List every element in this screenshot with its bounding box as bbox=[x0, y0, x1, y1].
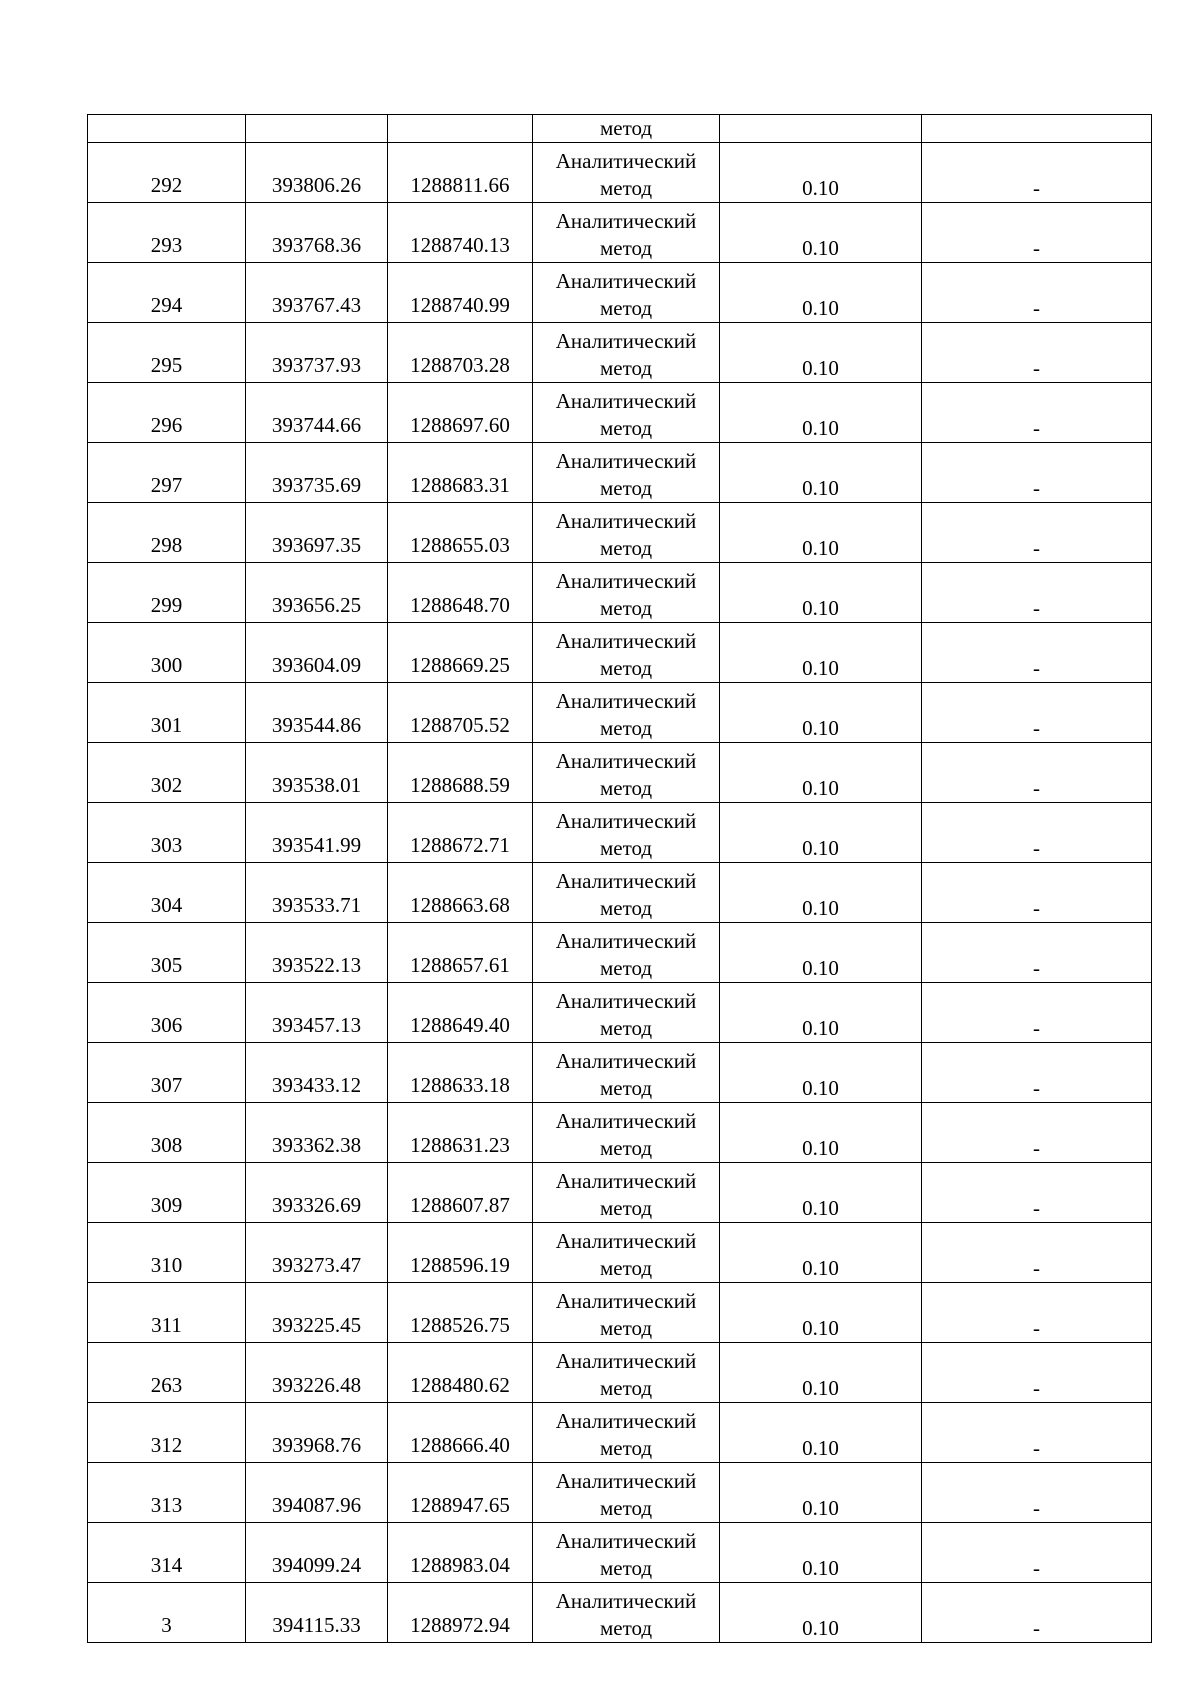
method-line-1: Аналитический bbox=[555, 989, 697, 1013]
empty-cell bbox=[246, 115, 388, 143]
dash-cell: - bbox=[922, 983, 1152, 1043]
precision-cell: 0.10 bbox=[720, 323, 922, 383]
table-row bbox=[88, 1163, 1152, 1223]
method-cell bbox=[533, 983, 720, 1043]
precision-cell: 0.10 bbox=[720, 1103, 922, 1163]
point-number-cell: 314 bbox=[88, 1523, 246, 1583]
precision-cell: 0.10 bbox=[720, 1163, 922, 1223]
x-coordinate-cell: 393433.12 bbox=[246, 1043, 388, 1103]
table-row bbox=[88, 263, 1152, 323]
point-number-cell: 296 bbox=[88, 383, 246, 443]
y-coordinate-cell: 1288631.23 bbox=[388, 1103, 533, 1163]
precision-cell: 0.10 bbox=[720, 1283, 922, 1343]
y-coordinate-cell: 1288633.18 bbox=[388, 1043, 533, 1103]
table-row bbox=[88, 443, 1152, 503]
method-line-1: Аналитический bbox=[555, 449, 697, 473]
method-line-2: метод bbox=[599, 356, 653, 380]
x-coordinate-cell: 393362.38 bbox=[246, 1103, 388, 1163]
table-row bbox=[88, 923, 1152, 983]
y-coordinate-cell: 1288655.03 bbox=[388, 503, 533, 563]
table-row bbox=[88, 1523, 1152, 1583]
method-line-2: метод bbox=[599, 1256, 653, 1280]
point-number-cell: 305 bbox=[88, 923, 246, 983]
method-cell bbox=[533, 1403, 720, 1463]
method-cell bbox=[533, 1103, 720, 1163]
method-cell bbox=[533, 1583, 720, 1643]
empty-cell bbox=[388, 115, 533, 143]
method-line-1: Аналитический bbox=[555, 1589, 697, 1613]
precision-cell: 0.10 bbox=[720, 203, 922, 263]
method-cell bbox=[533, 563, 720, 623]
point-number-cell: 292 bbox=[88, 143, 246, 203]
table-row bbox=[88, 1103, 1152, 1163]
method-cell bbox=[533, 623, 720, 683]
x-coordinate-cell: 393538.01 bbox=[246, 743, 388, 803]
y-coordinate-cell: 1288663.68 bbox=[388, 863, 533, 923]
method-line-2: метод bbox=[599, 176, 653, 200]
method-line-1: Аналитический bbox=[555, 809, 697, 833]
y-coordinate-cell: 1288697.60 bbox=[388, 383, 533, 443]
dash-cell: - bbox=[922, 1583, 1152, 1643]
method-cell bbox=[533, 1283, 720, 1343]
point-number-cell: 303 bbox=[88, 803, 246, 863]
x-coordinate-cell: 393735.69 bbox=[246, 443, 388, 503]
precision-cell: 0.10 bbox=[720, 1343, 922, 1403]
method-cell bbox=[533, 743, 720, 803]
y-coordinate-cell: 1288983.04 bbox=[388, 1523, 533, 1583]
method-cell bbox=[533, 863, 720, 923]
x-coordinate-cell: 393656.25 bbox=[246, 563, 388, 623]
dash-cell: - bbox=[922, 443, 1152, 503]
x-coordinate-cell: 394087.96 bbox=[246, 1463, 388, 1523]
coordinates-table-body bbox=[88, 115, 1152, 1643]
precision-cell: 0.10 bbox=[720, 563, 922, 623]
method-line-1: Аналитический bbox=[555, 1289, 697, 1313]
dash-cell: - bbox=[922, 863, 1152, 923]
empty-cell bbox=[720, 115, 922, 143]
y-coordinate-cell: 1288703.28 bbox=[388, 323, 533, 383]
y-coordinate-cell: 1288972.94 bbox=[388, 1583, 533, 1643]
method-line-1: Аналитический bbox=[555, 389, 697, 413]
point-number-cell: 302 bbox=[88, 743, 246, 803]
x-coordinate-cell: 393968.76 bbox=[246, 1403, 388, 1463]
table-row bbox=[88, 563, 1152, 623]
dash-cell: - bbox=[922, 203, 1152, 263]
method-line-2: метод bbox=[599, 716, 653, 740]
table-row bbox=[88, 983, 1152, 1043]
method-line-1: Аналитический bbox=[555, 1229, 697, 1253]
method-cell bbox=[533, 1043, 720, 1103]
point-number-cell: 311 bbox=[88, 1283, 246, 1343]
method-cell bbox=[533, 1223, 720, 1283]
point-number-cell: 307 bbox=[88, 1043, 246, 1103]
y-coordinate-cell: 1288607.87 bbox=[388, 1163, 533, 1223]
dash-cell: - bbox=[922, 923, 1152, 983]
method-line-1: Аналитический bbox=[555, 209, 697, 233]
method-line-1: Аналитический bbox=[555, 749, 697, 773]
x-coordinate-cell: 393604.09 bbox=[246, 623, 388, 683]
table-row bbox=[88, 143, 1152, 203]
method-line-2: метод bbox=[599, 1016, 653, 1040]
point-number-cell: 298 bbox=[88, 503, 246, 563]
table-row bbox=[88, 803, 1152, 863]
method-line-1: Аналитический bbox=[555, 269, 697, 293]
point-number-cell: 308 bbox=[88, 1103, 246, 1163]
x-coordinate-cell: 393806.26 bbox=[246, 143, 388, 203]
table-row bbox=[88, 743, 1152, 803]
point-number-cell: 309 bbox=[88, 1163, 246, 1223]
coordinates-table bbox=[87, 114, 1152, 1643]
method-line-2: метод bbox=[599, 776, 653, 800]
precision-cell: 0.10 bbox=[720, 743, 922, 803]
dash-cell: - bbox=[922, 143, 1152, 203]
method-cell: метод bbox=[533, 115, 720, 143]
precision-cell: 0.10 bbox=[720, 1583, 922, 1643]
method-line-2: метод bbox=[599, 1136, 653, 1160]
y-coordinate-cell: 1288669.25 bbox=[388, 623, 533, 683]
method-line-2: метод bbox=[599, 296, 653, 320]
method-line-2: метод bbox=[599, 1076, 653, 1100]
dash-cell: - bbox=[922, 623, 1152, 683]
x-coordinate-cell: 393541.99 bbox=[246, 803, 388, 863]
table-row bbox=[88, 1403, 1152, 1463]
method-line-2: метод bbox=[599, 536, 653, 560]
method-line-1: Аналитический bbox=[555, 1049, 697, 1073]
method-line-2: метод bbox=[599, 1616, 653, 1640]
y-coordinate-cell: 1288526.75 bbox=[388, 1283, 533, 1343]
point-number-cell: 312 bbox=[88, 1403, 246, 1463]
method-line-1: Аналитический bbox=[555, 509, 697, 533]
x-coordinate-cell: 393226.48 bbox=[246, 1343, 388, 1403]
method-line-1: Аналитический bbox=[555, 869, 697, 893]
method-line-1: Аналитический bbox=[555, 1409, 697, 1433]
dash-cell: - bbox=[922, 383, 1152, 443]
table-row bbox=[88, 323, 1152, 383]
empty-cell bbox=[88, 115, 246, 143]
x-coordinate-cell: 393533.71 bbox=[246, 863, 388, 923]
method-line-1: Аналитический bbox=[555, 569, 697, 593]
method-line-1: Аналитический bbox=[555, 629, 697, 653]
method-line-2: метод bbox=[599, 1196, 653, 1220]
dash-cell: - bbox=[922, 263, 1152, 323]
method-cell bbox=[533, 263, 720, 323]
method-line-1: Аналитический bbox=[555, 329, 697, 353]
table-row bbox=[88, 623, 1152, 683]
dash-cell: - bbox=[922, 1343, 1152, 1403]
y-coordinate-cell: 1288648.70 bbox=[388, 563, 533, 623]
precision-cell: 0.10 bbox=[720, 503, 922, 563]
x-coordinate-cell: 393767.43 bbox=[246, 263, 388, 323]
method-line-2: метод bbox=[599, 596, 653, 620]
dash-cell: - bbox=[922, 803, 1152, 863]
x-coordinate-cell: 393326.69 bbox=[246, 1163, 388, 1223]
precision-cell: 0.10 bbox=[720, 443, 922, 503]
x-coordinate-cell: 393457.13 bbox=[246, 983, 388, 1043]
precision-cell: 0.10 bbox=[720, 863, 922, 923]
precision-cell: 0.10 bbox=[720, 1223, 922, 1283]
precision-cell: 0.10 bbox=[720, 143, 922, 203]
table-row bbox=[88, 203, 1152, 263]
dash-cell: - bbox=[922, 563, 1152, 623]
table-row bbox=[88, 1343, 1152, 1403]
table-row bbox=[88, 503, 1152, 563]
y-coordinate-cell: 1288740.99 bbox=[388, 263, 533, 323]
method-cell bbox=[533, 923, 720, 983]
point-number-cell: 293 bbox=[88, 203, 246, 263]
precision-cell: 0.10 bbox=[720, 1523, 922, 1583]
precision-cell: 0.10 bbox=[720, 683, 922, 743]
method-line-1: Аналитический bbox=[555, 149, 697, 173]
x-coordinate-cell: 393273.47 bbox=[246, 1223, 388, 1283]
y-coordinate-cell: 1288947.65 bbox=[388, 1463, 533, 1523]
y-coordinate-cell: 1288705.52 bbox=[388, 683, 533, 743]
method-cell bbox=[533, 1343, 720, 1403]
table-row bbox=[88, 1223, 1152, 1283]
method-cell bbox=[533, 383, 720, 443]
point-number-cell: 294 bbox=[88, 263, 246, 323]
point-number-cell: 304 bbox=[88, 863, 246, 923]
precision-cell: 0.10 bbox=[720, 983, 922, 1043]
table-row bbox=[88, 1463, 1152, 1523]
dash-cell: - bbox=[922, 1463, 1152, 1523]
continuation-row bbox=[88, 115, 1152, 143]
method-line-2: метод bbox=[599, 1376, 653, 1400]
method-line-2: метод bbox=[599, 476, 653, 500]
method-cell bbox=[533, 683, 720, 743]
y-coordinate-cell: 1288672.71 bbox=[388, 803, 533, 863]
x-coordinate-cell: 393697.35 bbox=[246, 503, 388, 563]
y-coordinate-cell: 1288811.66 bbox=[388, 143, 533, 203]
y-coordinate-cell: 1288596.19 bbox=[388, 1223, 533, 1283]
y-coordinate-cell: 1288666.40 bbox=[388, 1403, 533, 1463]
y-coordinate-cell: 1288480.62 bbox=[388, 1343, 533, 1403]
table-row bbox=[88, 1043, 1152, 1103]
y-coordinate-cell: 1288740.13 bbox=[388, 203, 533, 263]
method-line-1: Аналитический bbox=[555, 1469, 697, 1493]
method-cell bbox=[533, 503, 720, 563]
point-number-cell: 263 bbox=[88, 1343, 246, 1403]
point-number-cell: 300 bbox=[88, 623, 246, 683]
table-row bbox=[88, 863, 1152, 923]
point-number-cell: 299 bbox=[88, 563, 246, 623]
y-coordinate-cell: 1288649.40 bbox=[388, 983, 533, 1043]
method-line-2: метод bbox=[599, 836, 653, 860]
precision-cell: 0.10 bbox=[720, 623, 922, 683]
method-line-2: метод bbox=[599, 1556, 653, 1580]
dash-cell: - bbox=[922, 1283, 1152, 1343]
point-number-cell: 310 bbox=[88, 1223, 246, 1283]
precision-cell: 0.10 bbox=[720, 1043, 922, 1103]
point-number-cell: 295 bbox=[88, 323, 246, 383]
point-number-cell: 313 bbox=[88, 1463, 246, 1523]
method-line-1: Аналитический bbox=[555, 689, 697, 713]
point-number-cell: 301 bbox=[88, 683, 246, 743]
point-number-cell: 3 bbox=[88, 1583, 246, 1643]
method-cell bbox=[533, 1163, 720, 1223]
method-line-1: Аналитический bbox=[555, 929, 697, 953]
method-cell bbox=[533, 143, 720, 203]
method-cell bbox=[533, 203, 720, 263]
y-coordinate-cell: 1288657.61 bbox=[388, 923, 533, 983]
method-line-2: метод bbox=[599, 656, 653, 680]
method-cell bbox=[533, 443, 720, 503]
dash-cell: - bbox=[922, 1223, 1152, 1283]
method-cell bbox=[533, 803, 720, 863]
table-row bbox=[88, 683, 1152, 743]
x-coordinate-cell: 393744.66 bbox=[246, 383, 388, 443]
x-coordinate-cell: 394099.24 bbox=[246, 1523, 388, 1583]
method-cell bbox=[533, 323, 720, 383]
y-coordinate-cell: 1288688.59 bbox=[388, 743, 533, 803]
x-coordinate-cell: 393737.93 bbox=[246, 323, 388, 383]
point-number-cell: 306 bbox=[88, 983, 246, 1043]
method-line-1: Аналитический bbox=[555, 1529, 697, 1553]
method-line-1: Аналитический bbox=[555, 1169, 697, 1193]
y-coordinate-cell: 1288683.31 bbox=[388, 443, 533, 503]
method-line-2: метод bbox=[599, 416, 653, 440]
precision-cell: 0.10 bbox=[720, 803, 922, 863]
dash-cell: - bbox=[922, 683, 1152, 743]
table-row bbox=[88, 1583, 1152, 1643]
method-line-2: метод bbox=[599, 1436, 653, 1460]
dash-cell: - bbox=[922, 1403, 1152, 1463]
dash-cell: - bbox=[922, 503, 1152, 563]
precision-cell: 0.10 bbox=[720, 383, 922, 443]
empty-cell bbox=[922, 115, 1152, 143]
dash-cell: - bbox=[922, 1163, 1152, 1223]
precision-cell: 0.10 bbox=[720, 263, 922, 323]
method-line-2: метод bbox=[599, 896, 653, 920]
x-coordinate-cell: 394115.33 bbox=[246, 1583, 388, 1643]
precision-cell: 0.10 bbox=[720, 923, 922, 983]
method-line-2: метод bbox=[599, 236, 653, 260]
dash-cell: - bbox=[922, 323, 1152, 383]
method-line-1: Аналитический bbox=[555, 1109, 697, 1133]
method-line-2: метод bbox=[599, 1496, 653, 1520]
method-line-2: метод bbox=[599, 1316, 653, 1340]
dash-cell: - bbox=[922, 1523, 1152, 1583]
point-number-cell: 297 bbox=[88, 443, 246, 503]
method-cell bbox=[533, 1523, 720, 1583]
table-row bbox=[88, 383, 1152, 443]
method-cell bbox=[533, 1463, 720, 1523]
x-coordinate-cell: 393768.36 bbox=[246, 203, 388, 263]
x-coordinate-cell: 393544.86 bbox=[246, 683, 388, 743]
dash-cell: - bbox=[922, 1103, 1152, 1163]
precision-cell: 0.10 bbox=[720, 1403, 922, 1463]
dash-cell: - bbox=[922, 1043, 1152, 1103]
dash-cell: - bbox=[922, 743, 1152, 803]
table-row bbox=[88, 1283, 1152, 1343]
x-coordinate-cell: 393225.45 bbox=[246, 1283, 388, 1343]
method-line-2: метод bbox=[599, 956, 653, 980]
method-line-1: Аналитический bbox=[555, 1349, 697, 1373]
precision-cell: 0.10 bbox=[720, 1463, 922, 1523]
x-coordinate-cell: 393522.13 bbox=[246, 923, 388, 983]
